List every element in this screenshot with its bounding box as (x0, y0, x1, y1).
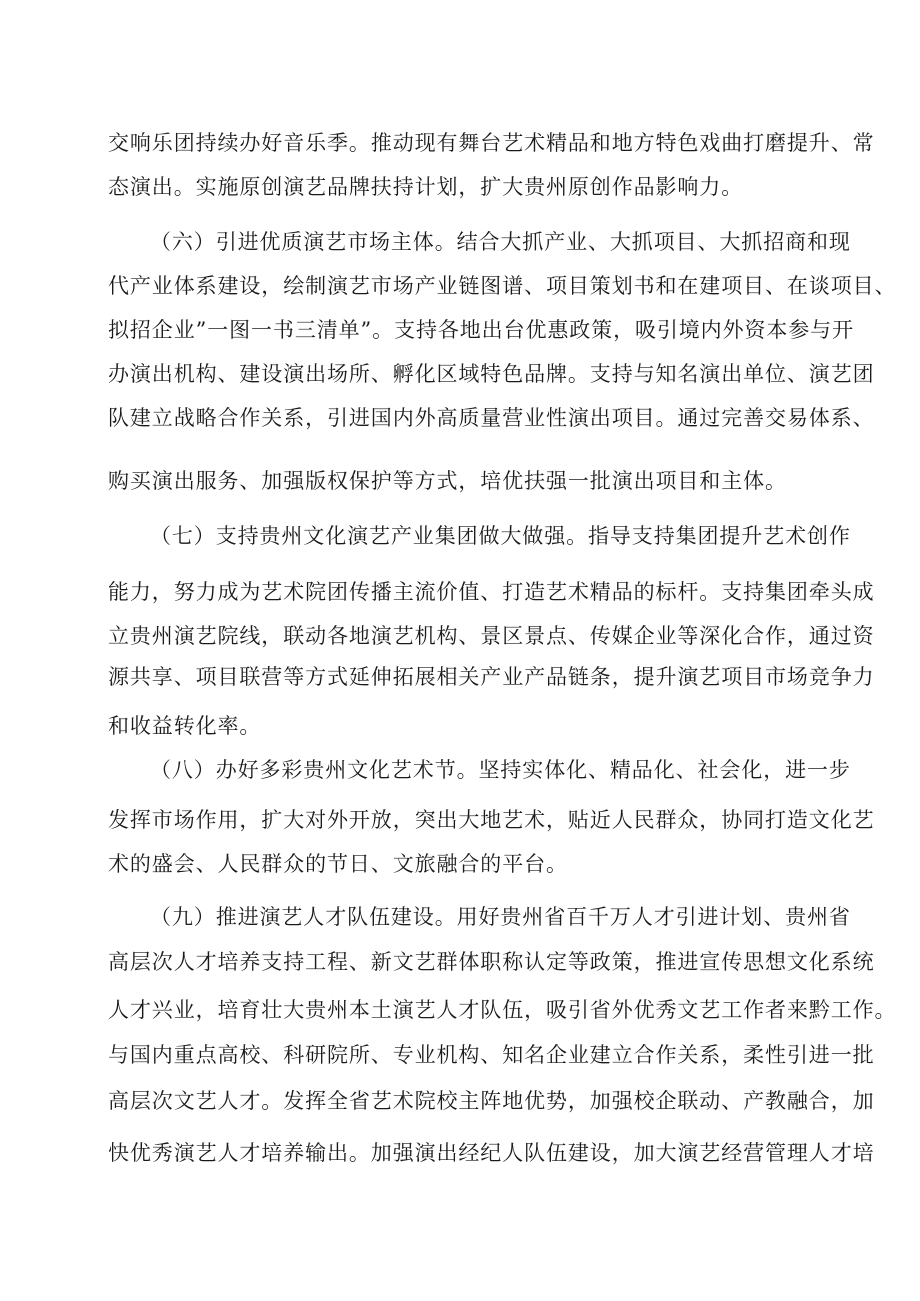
text-line: 高层次人才培养支持工程、新文艺群体职称认定等政策，推进宣传思想文化系统 (108, 950, 875, 974)
text-line: 高层次文艺人才。发挥全省艺术院校主阵地优势，加强校企联动、产教融合，加 (108, 1089, 875, 1113)
text-line: 交响乐团持续办好音乐季。推动现有舞台艺术精品和地方特色戏曲打磨提升、常 (108, 131, 875, 155)
text-line: 态演出。实施原创演艺品牌扶持计划，扩大贵州原创作品影响力。 (108, 175, 744, 199)
text-line: 能力，努力成为艺术院团传播主流价值、打造艺术精品的标杆。支持集团牵头成 (108, 580, 875, 604)
paragraph-heading-8: （八）办好多彩贵州文化艺术节。坚持实体化、精品化、社会化，进一步 (150, 758, 851, 782)
text-line: 代产业体系建设，绘制演艺市场产业链图谱、项目策划书和在建项目、在谈项目、 (108, 274, 897, 298)
text-line: 发挥市场作用，扩大对外开放，突出大地艺术，贴近人民群众，协同打造文化艺 (108, 808, 875, 832)
text-line: 与国内重点高校、科研院所、专业机构、知名企业建立合作关系，柔性引进一批 (108, 1043, 875, 1067)
text-line: 源共享、项目联营等方式延伸拓展相关产业产品链条，提升演艺项目市场竞争力 (108, 665, 875, 689)
text-line: 快优秀演艺人才培养输出。加强演出经纪人队伍建设，加大演艺经营管理人才培 (108, 1141, 875, 1165)
text-line: 和收益转化率。 (108, 714, 262, 738)
text-line: 术的盛会、人民群众的节日、文旅融合的平台。 (108, 852, 568, 876)
text-line: 办演出机构、建设演出场所、孵化区域特色品牌。支持与知名演出单位、演艺团 (108, 362, 875, 386)
paragraph-heading-6: （六）引进优质演艺市场主体。结合大抓产业、大抓项目、大抓招商和现 (150, 230, 851, 254)
paragraph-heading-9: （九）推进演艺人才队伍建设。用好贵州省百千万人才引进计划、贵州省 (150, 905, 851, 929)
text-line: 立贵州演艺院线，联动各地演艺机构、景区景点、传媒企业等深化合作，通过资 (108, 624, 875, 648)
paragraph-heading-7: （七）支持贵州文化演艺产业集团做大做强。指导支持集团提升艺术创作 (150, 524, 851, 548)
text-line: 拟招企业”一图一书三清单”。支持各地出台优惠政策，吸引境内外资本参与开 (108, 318, 854, 342)
text-line: 人才兴业，培育壮大贵州本土演艺人才队伍，吸引省外优秀文艺工作者来黔工作。 (108, 998, 897, 1022)
text-line: 队建立战略合作关系，引进国内外高质量营业性演出项目。通过完善交易体系、 (108, 406, 875, 430)
text-line: 购买演出服务、加强版权保护等方式，培优扶强一批演出项目和主体。 (108, 469, 787, 493)
